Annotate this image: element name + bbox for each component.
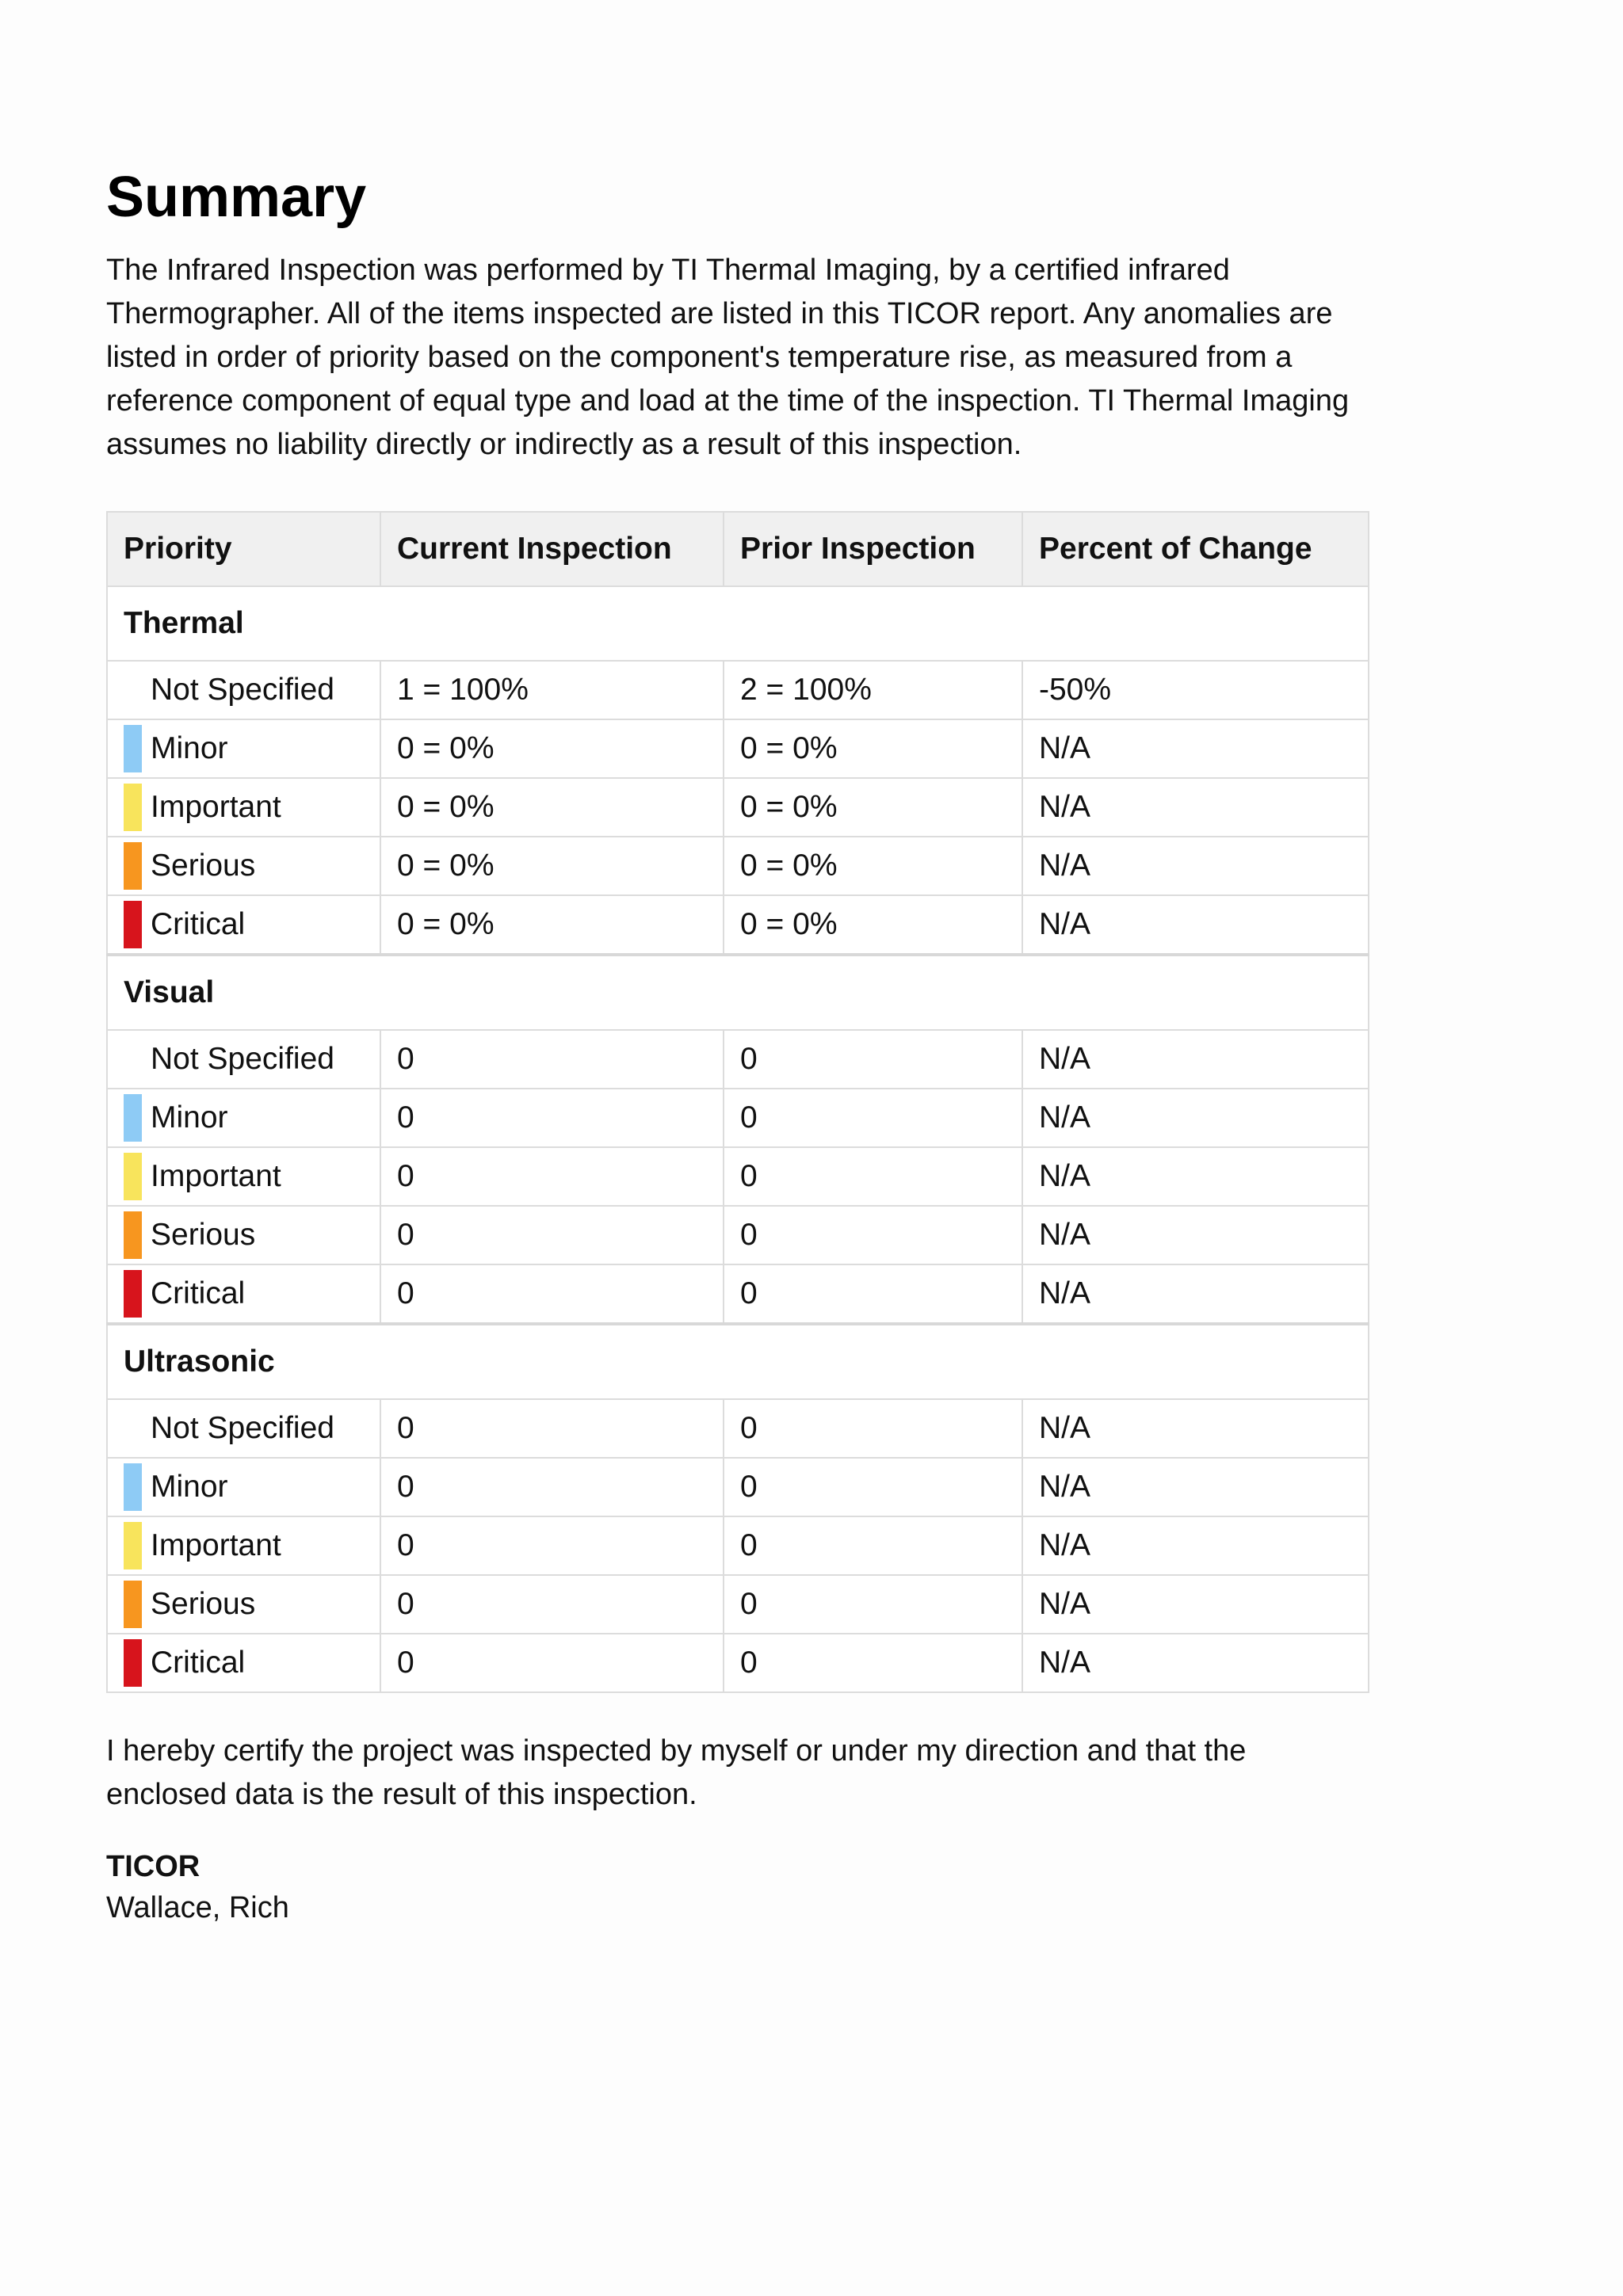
prior-inspection-cell: 0 [724,1030,1022,1089]
column-header-current-inspection: Current Inspection [380,512,724,586]
table-row [107,1634,1369,1692]
percent-change-cell: N/A [1022,1089,1369,1147]
priority-label: Minor [151,1100,228,1135]
priority-label: Serious [151,849,256,883]
table-row [107,1516,1369,1575]
table-row [107,661,1369,719]
table-row [107,1206,1369,1264]
summary-table-body [107,586,1369,1692]
priority-label-group [124,1634,364,1691]
priority-label-group [124,720,364,777]
prior-inspection-cell: 0 [724,1264,1022,1324]
priority-label: Minor [151,1470,228,1504]
percent-change-cell: N/A [1022,1264,1369,1324]
current-inspection-cell: 1 = 100% [380,661,724,719]
percent-change-cell: N/A [1022,1575,1369,1634]
table-row [107,1147,1369,1206]
priority-label: Critical [151,1646,246,1680]
current-inspection-cell: 0 [380,1458,724,1516]
priority-label-group [124,1148,364,1205]
report-page [106,163,1374,1930]
prior-inspection-cell: 2 = 100% [724,661,1022,719]
priority-cell [107,837,380,895]
percent-change-cell: N/A [1022,837,1369,895]
priority-color-swatch [124,1270,142,1318]
section-row-visual [107,955,1369,1030]
section-heading: Visual [107,955,1369,1030]
section-heading: Ultrasonic [107,1324,1369,1399]
prior-inspection-cell: 0 = 0% [724,778,1022,837]
priority-cell [107,1399,380,1458]
priority-label-group [124,1459,364,1516]
priority-label-group [124,662,364,719]
table-row [107,778,1369,837]
priority-color-swatch [124,725,142,772]
priority-label-group [124,1031,364,1088]
section-heading: Thermal [107,586,1369,661]
priority-label-group [124,1089,364,1146]
priority-cell [107,1575,380,1634]
percent-change-cell: N/A [1022,1399,1369,1458]
percent-change-cell: N/A [1022,1516,1369,1575]
percent-change-cell: N/A [1022,778,1369,837]
percent-change-cell: N/A [1022,1206,1369,1264]
priority-cell [107,1089,380,1147]
prior-inspection-cell: 0 [724,1458,1022,1516]
priority-color-swatch [124,784,142,831]
priority-color-swatch [124,1153,142,1200]
priority-color-swatch [124,1211,142,1259]
priority-color-swatch [124,1463,142,1511]
intro-paragraph: The Infrared Inspection was performed by TI Thermal Imaging, by a certified infrared Thermographer. All of the items inspected are listed in this TICOR report. Any anomalies are listed in order of priority based on the component's temperature rise, as measured from a reference component of equal type and load at the time of the inspection. TI Thermal Imaging assumes no liability directly or indirectly as a result of this inspection. [106,254,1350,461]
prior-inspection-cell: 0 [724,1147,1022,1206]
priority-cell [107,661,380,719]
priority-cell [107,895,380,955]
company-name: TICOR [106,1850,200,1883]
priority-label: Not Specified [151,673,334,707]
column-header-priority: Priority [107,512,380,586]
current-inspection-cell: 0 [380,1147,724,1206]
prior-inspection-cell: 0 [724,1634,1022,1692]
priority-cell [107,719,380,778]
inspector-name: Wallace, Rich [106,1891,289,1924]
priority-label: Critical [151,907,246,941]
percent-change-cell: N/A [1022,1458,1369,1516]
table-row [107,837,1369,895]
prior-inspection-cell: 0 = 0% [724,837,1022,895]
current-inspection-cell: 0 [380,1030,724,1089]
priority-color-swatch [124,1094,142,1142]
priority-label: Important [151,1528,281,1562]
priority-label-group [124,1265,364,1322]
priority-color-swatch [124,1405,142,1452]
priority-color-swatch [124,1035,142,1083]
table-row [107,1458,1369,1516]
percent-change-cell: N/A [1022,1147,1369,1206]
priority-label: Important [151,790,281,824]
priority-color-swatch [124,1522,142,1569]
summary-table [106,511,1369,1693]
priority-color-swatch [124,842,142,890]
percent-change-cell: N/A [1022,1030,1369,1089]
priority-cell [107,1458,380,1516]
column-header-percent-of-change: Percent of Change [1022,512,1369,586]
current-inspection-cell: 0 [380,1089,724,1147]
prior-inspection-cell: 0 [724,1399,1022,1458]
priority-color-swatch [124,1581,142,1628]
current-inspection-cell: 0 = 0% [380,719,724,778]
current-inspection-cell: 0 [380,1264,724,1324]
current-inspection-cell: 0 [380,1516,724,1575]
priority-color-swatch [124,901,142,948]
certification-statement: I hereby certify the project was inspected by myself or under my direction and that the enclosed data is the result of this inspection. [106,1734,1247,1811]
section-row-thermal [107,586,1369,661]
priority-cell [107,1206,380,1264]
table-row [107,719,1369,778]
current-inspection-cell: 0 = 0% [380,895,724,955]
priority-label-group [124,1517,364,1574]
prior-inspection-cell: 0 [724,1206,1022,1264]
priority-cell [107,778,380,837]
percent-change-cell: N/A [1022,1634,1369,1692]
priority-label: Critical [151,1276,246,1310]
priority-label: Minor [151,731,228,765]
priority-label-group [124,1576,364,1633]
table-row [107,1089,1369,1147]
priority-cell [107,1030,380,1089]
priority-label: Serious [151,1587,256,1621]
priority-cell [107,1264,380,1324]
current-inspection-cell: 0 [380,1575,724,1634]
table-row [107,1399,1369,1458]
priority-color-swatch [124,1639,142,1687]
current-inspection-cell: 0 [380,1399,724,1458]
priority-color-swatch [124,666,142,714]
table-row [107,1030,1369,1089]
summary-table-header [107,512,1369,586]
table-row [107,1264,1369,1324]
priority-cell [107,1634,380,1692]
current-inspection-cell: 0 = 0% [380,778,724,837]
prior-inspection-cell: 0 = 0% [724,719,1022,778]
table-row [107,895,1369,955]
percent-change-cell: N/A [1022,895,1369,955]
priority-label: Important [151,1159,281,1193]
current-inspection-cell: 0 [380,1206,724,1264]
priority-label: Not Specified [151,1411,334,1445]
table-row [107,1575,1369,1634]
section-row-ultrasonic [107,1324,1369,1399]
priority-cell [107,1516,380,1575]
current-inspection-cell: 0 = 0% [380,837,724,895]
priority-label-group [124,779,364,836]
page-title: Summary [106,166,367,229]
percent-change-cell: N/A [1022,719,1369,778]
priority-cell [107,1147,380,1206]
prior-inspection-cell: 0 [724,1516,1022,1575]
prior-inspection-cell: 0 [724,1575,1022,1634]
priority-label: Not Specified [151,1042,334,1076]
prior-inspection-cell: 0 [724,1089,1022,1147]
priority-label-group [124,1400,364,1457]
priority-label: Serious [151,1218,256,1252]
priority-label-group [124,837,364,894]
current-inspection-cell: 0 [380,1634,724,1692]
priority-label-group [124,1207,364,1264]
priority-label-group [124,896,364,953]
prior-inspection-cell: 0 = 0% [724,895,1022,955]
percent-change-cell: -50% [1022,661,1369,719]
column-header-prior-inspection: Prior Inspection [724,512,1022,586]
